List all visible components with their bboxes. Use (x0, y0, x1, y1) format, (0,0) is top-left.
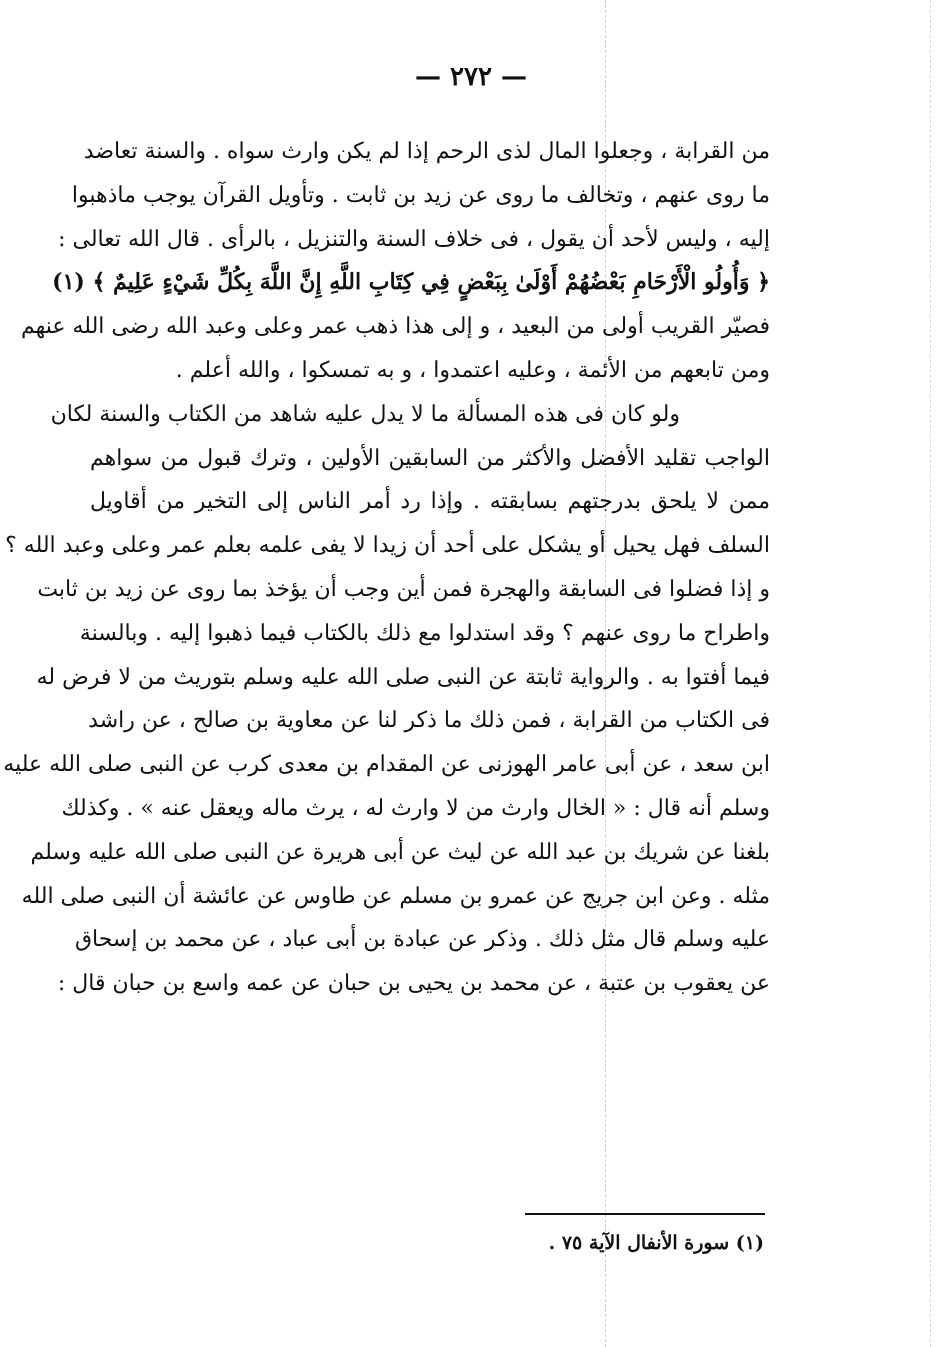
text-line: الواجب تقليد الأفضل والأكثر من السابقين الأولين ، وترك قبول من سواهم (90, 445, 770, 471)
text-line: ممن لا يلحق بدرجتهم بسابقته . وإذا رد أمر الناس إلى التخير من أقاويل (90, 489, 770, 515)
text-line: من القرابة ، وجعلوا المال لذى الرحم إذا لم يكن وارث سواه . والسنة تعاضد (83, 139, 770, 164)
footnote-divider (525, 1213, 765, 1215)
quran-verse-line: ﴿ وَأُولُو الْأَرْحَامِ بَعْضُهُمْ أَوْلَىٰ بِبَعْضٍ فِي كِتَابِ اللَّهِ إِنَّ اللَّهَ بِكُلِّ شَيْءٍ عَلِيمٌ ﴾ (١) (52, 269, 770, 296)
text-line: فيما أفتوا به . والرواية ثابتة عن النبى صلى الله عليه وسلم بتوريث من لا فرض له (36, 664, 770, 690)
footnote: (١) سورة الأنفال الآية ٧٥ . (548, 1232, 764, 1254)
text-line: السلف فهل يحيل أو يشكل على أحد أن زيدا لا يفى علمه بعلم عمر وعلى وعبد الله ؟ (5, 533, 770, 559)
text-line: ابن سعد ، عن أبى عامر الهوزنى عن المقدام بن معدى كرب عن النبى صلى الله عليه (3, 752, 770, 778)
text-line: بلغنا عن شريك بن عبد الله عن ليث عن أبى هريرة عن النبى صلى الله عليه وسلم (30, 839, 770, 865)
paragraph-start-line: ولو كان فى هذه المسألة ما لا يدل عليه شاهد من الكتاب والسنة لكان (50, 401, 680, 427)
scan-edge-line (930, 0, 931, 1347)
text-line: ما روى عنهم ، وتخالف ما روى عن زيد بن ثابت . وتأويل القرآن يوجب ماذهبوا (71, 182, 770, 208)
body-text (3, 130, 770, 1006)
text-line: و إذا فضلوا فى السابقة والهجرة فمن أين وجب أن يؤخذ بما روى عن زيد بن ثابت (37, 576, 770, 602)
text-line: مثله . وعن ابن جريج عن عمرو بن مسلم عن طاوس عن عائشة أن النبى صلى الله (21, 883, 770, 909)
text-line: فى الكتاب من القرابة ، فمن ذلك ما ذكر لنا عن معاوية بن صالح ، عن راشد (88, 708, 770, 734)
text-line: عن يعقوب بن عتبة ، عن محمد بن يحيى بن حبان عن عمه واسع بن حبان قال : (57, 971, 770, 997)
text-line: وسلم أنه قال : « الخال وارث من لا وارث له ، يرث ماله ويعقل عنه » . وكذلك (61, 795, 770, 821)
text-line: عليه وسلم قال مثل ذلك . وذكر عن عبادة بن أبى عباد ، عن محمد بن إسحاق (74, 927, 770, 953)
text-line: واطراح ما روى عنهم ؟ وقد استدلوا مع ذلك بالكتاب فيما ذهبوا إليه . وبالسنة (79, 620, 770, 646)
text-line: ومن تابعهم من الأئمة ، وعليه اعتمدوا ، و به تمسكوا ، والله أعلم . (175, 357, 770, 383)
page-number: — ٢٧٢ — (414, 62, 528, 92)
text-line: إليه ، وليس لأحد أن يقول ، فى خلاف السنة والتنزيل ، بالرأى . قال الله تعالى : (58, 226, 770, 252)
text-line: فصيّر القريب أولى من البعيد ، و إلى هذا ذهب عمر وعلى وعبد الله رضى الله عنهم (20, 314, 770, 340)
